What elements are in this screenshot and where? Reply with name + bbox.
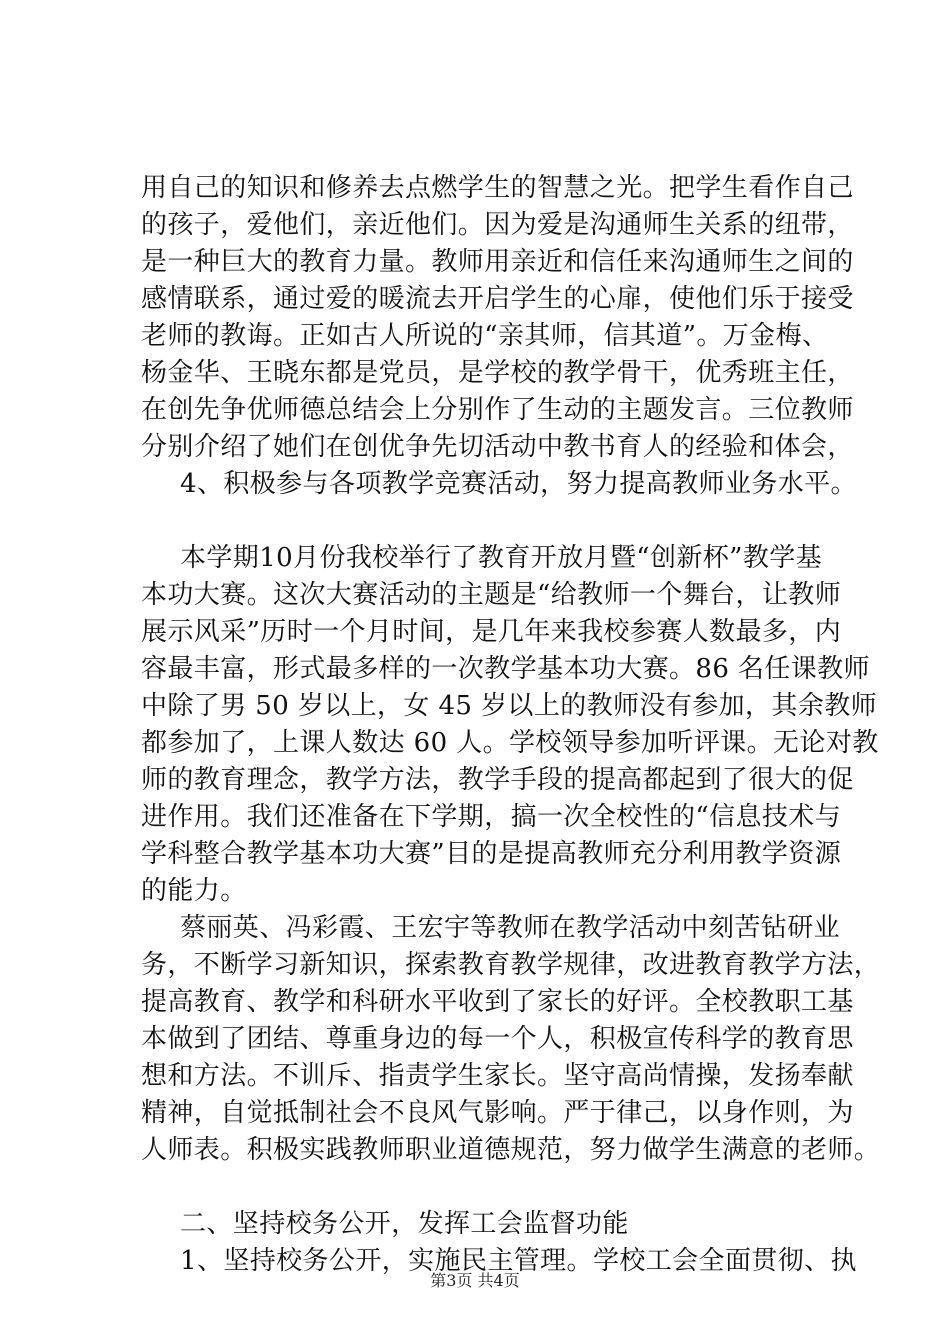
paragraph-line: 展示风采”历时一个月时间，是几年来我校参赛人数最多，内 <box>141 617 842 647</box>
paragraph-line: 杨金华、王晓东都是党员，是学校的教学骨干，优秀班主任， <box>141 358 854 388</box>
paragraph-line: 1、坚持校务公开，实施民主管理。学校工会全面贯彻、执 <box>180 1246 857 1276</box>
paragraph-line: 精神，自觉抵制社会不良风气影响。严于律己，以身作则，为 <box>141 1098 854 1128</box>
paragraph-line: 本功大赛。这次大赛活动的主题是“给教师一个舞台，让教师 <box>141 580 842 610</box>
paragraph-line: 在创先争优师德总结会上分别作了生动的主题发言。三位教师 <box>141 395 854 425</box>
paragraph-line: 蔡丽英、冯彩霞、王宏宇等教师在教学活动中刻苦钻研业 <box>180 913 841 943</box>
paragraph-line: 人师表。积极实践教师职业道德规范，努力做学生满意的老师。 <box>141 1135 881 1165</box>
paragraph-line: 师的教育理念，教学方法，教学手段的提高都起到了很大的促 <box>141 765 854 795</box>
paragraph-line: 提高教育、教学和科研水平收到了家长的好评。全校教职工基 <box>141 987 854 1017</box>
paragraph-line: 本学期10月份我校举行了教育开放月暨“创新杯”教学基 <box>180 543 823 573</box>
paragraph-line: 的能力。 <box>141 876 247 906</box>
paragraph-line: 中除了男 50 岁以上，女 45 岁以上的教师没有参加，其余教师 <box>141 691 878 721</box>
paragraph-line: 老师的教诲。正如古人所说的“亲其师，信其道”。万金梅、 <box>141 321 829 351</box>
paragraph-line: 的孩子，爱他们，亲近他们。因为爱是沟通师生关系的纽带， <box>141 210 854 240</box>
page-footer: 第3页 共4页 <box>430 1271 520 1290</box>
paragraph-line: 都参加了，上课人数达 60 人。学校领导参加听评课。无论对教 <box>141 728 879 758</box>
paragraph-line: 本做到了团结、尊重身边的每一个人，积极宣传科学的教育思 <box>141 1024 854 1054</box>
section-heading: 4、积极参与各项教学竞赛活动，努力提高教师业务水平。 <box>180 469 857 499</box>
paragraph-line: 是一种巨大的教育力量。教师用亲近和信任来沟通师生之间的 <box>141 247 854 277</box>
paragraph-line: 学科整合教学基本功大赛”目的是提高教师充分利用教学资源 <box>141 839 842 869</box>
paragraph-line: 务，不断学习新知识，探索教育教学规律，改进教育教学方法， <box>141 950 881 980</box>
section-heading: 二、坚持校务公开，发挥工会监督功能 <box>180 1209 629 1239</box>
paragraph-line: 分别介绍了她们在创优争先切活动中教书育人的经验和体会， <box>141 432 854 462</box>
paragraph-line: 感情联系，通过爱的暖流去开启学生的心扉，使他们乐于接受 <box>141 284 854 314</box>
paragraph-line: 想和方法。不训斥、指责学生家长。坚守高尚情操，发扬奉献 <box>141 1061 854 1091</box>
paragraph-line: 用自己的知识和修养去点燃学生的智慧之光。把学生看作自己 <box>141 173 854 203</box>
paragraph-line: 容最丰富，形式最多样的一次教学基本功大赛。86 名任课教师 <box>141 654 870 684</box>
paragraph-line: 进作用。我们还准备在下学期，搞一次全校性的“信息技术与 <box>141 802 842 832</box>
